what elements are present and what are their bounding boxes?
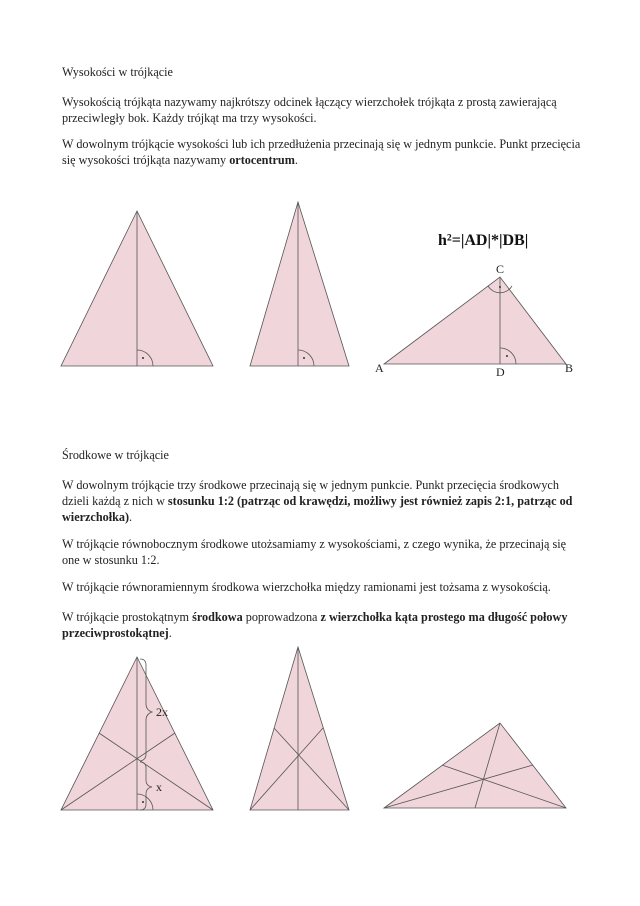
triangle-altitude-2 xyxy=(250,202,349,366)
medians-ratio-text: W dowolnym trójkącie trzy środkowe przecinają się w jednym punkcie. Punkt przecięcia środkowych dzieli każdą z nich w xyxy=(62,478,559,508)
section-heading-altitudes: Wysokości w trójkącie xyxy=(62,65,173,79)
triangle-medians-1 xyxy=(61,657,213,810)
section-heading-medians: Środkowe w trójkącie xyxy=(62,448,169,462)
right-triangle-bold-2: z wierzchołka kąta prostego ma długość połowy przeciwprostokątnej xyxy=(62,610,568,640)
label-point-d: D xyxy=(496,365,505,379)
triangle-medians-2 xyxy=(250,647,349,810)
triangle-altitude-1 xyxy=(61,211,213,366)
label-vertex-a: A xyxy=(375,361,384,375)
triangle-medians-3 xyxy=(384,723,566,808)
right-triangle-text-2: poprowadzona xyxy=(242,610,321,624)
orthocenter-period: . xyxy=(294,153,298,167)
formula-altitude: h²=|AD|*|DB| xyxy=(438,232,529,249)
paragraph-altitude-definition: Wysokością trójkąta nazywamy najkrótszy odcinek łączący wierzchołek trójkąta z prostą zawierającą przeciwległy bok. Każdy trójkąt ma trzy wysokości. xyxy=(62,95,557,125)
right-triangle-text-1: W trójkącie prostokątnym xyxy=(62,610,193,624)
label-2x: 2x xyxy=(156,705,168,719)
paragraph-isosceles: W trójkącie równoramiennym środkowa wierzchołka między ramionami jest tożsama z wysokością. xyxy=(62,580,551,594)
medians-ratio-bold: stosunku 1:2 (patrząc od krawędzi, możliwy jest również zapis 2:1, patrząc od wierzchołka) xyxy=(62,494,573,524)
label-vertex-b: B xyxy=(565,361,574,375)
medians-ratio-period: . xyxy=(129,510,133,524)
right-triangle-bold-1: środkowa xyxy=(192,610,243,624)
orthocenter-text: W dowolnym trójkącie wysokości lub ich przedłużenia przecinają się w jednym punkcie. Punkt przecięcia się wysokości trójkąta nazywamy xyxy=(62,137,581,167)
label-vertex-c: C xyxy=(496,262,505,276)
paragraph-equilateral: W trójkącie równobocznym środkowe utożsamiamy z wysokościami, z czego wynika, że przecinają się one w stosunku 1:2. xyxy=(62,537,567,567)
right-triangle-period: . xyxy=(168,626,172,640)
triangle-right-altitude xyxy=(384,277,566,364)
orthocenter-term: ortocentrum xyxy=(229,153,295,167)
label-x: x xyxy=(156,780,162,794)
